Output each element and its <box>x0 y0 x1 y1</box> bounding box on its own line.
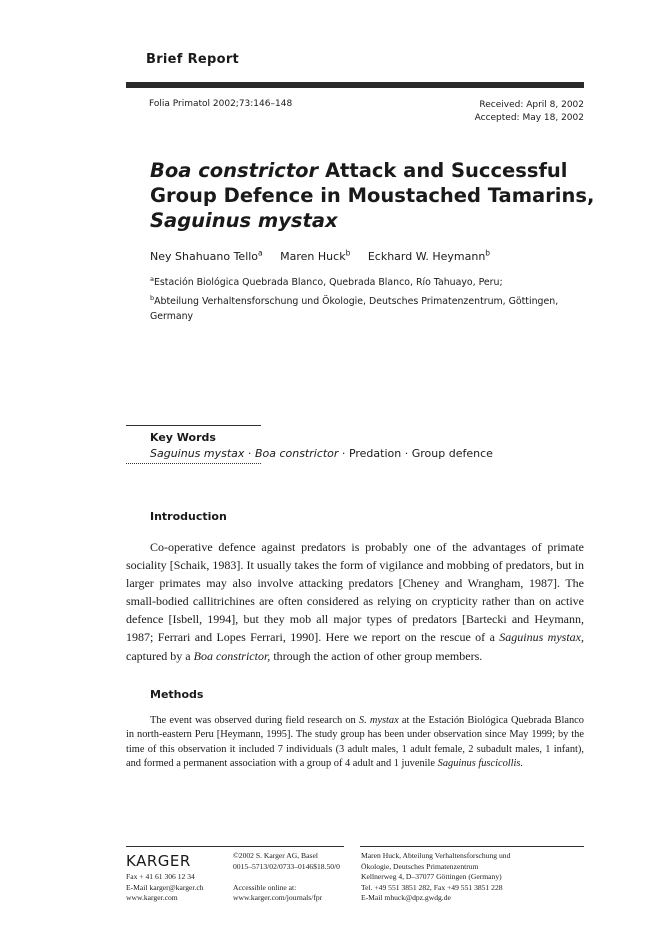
species-name: Saguinus mystax, <box>499 630 584 645</box>
methods-paragraph: The event was observed during field research on S. mystax at the Estación Biológica Quebrada Blanco in north-eastern Peru [Heymann, 1995]. The study group has been under observation since May 1999; by the time of this observation it included 7 individuals (3 adult males, 1 adult female, 2 subadult males, 1 infant), and formed a permanent association with a group of 4 adult and 1 juvenile Saguinus fuscicollis. <box>126 715 584 770</box>
footer-rule <box>126 846 344 847</box>
footer-rule <box>360 846 584 847</box>
accepted-date: Accepted: May 18, 2002 <box>474 113 584 123</box>
copyright-block <box>233 851 340 904</box>
keyword: Group defence <box>411 447 493 460</box>
author: Maren Huck$^b$ <box>280 248 351 263</box>
keyword: Predation <box>348 447 402 460</box>
introduction-heading: Introduction <box>150 510 227 523</box>
methods-heading: Methods <box>150 688 204 701</box>
title-species-2: Saguinus mystax <box>150 209 338 232</box>
keywords-rule-bottom <box>126 463 261 464</box>
publisher-logo: KARGER <box>126 852 191 870</box>
species-name: Saguinus fuscicollis. <box>437 758 524 770</box>
author: Eckhard W. Heymann$^b$ <box>367 248 491 263</box>
copyright: ©2002 S. Karger AG, Basel <box>233 851 318 860</box>
introduction-paragraph: Co-operative defence against predators is probably one of the advantages of primate sociality [Schaik, 1983]. It usually takes the form of vigilance and mobbing of predators, but in larger primates may also involve attacking predators [Cheney and Wrangham, 1987]. The small-bodied callitrichines are often considered as relying on crypticity rather than on active defence [Isbell, 1994], but they mob all major types of predators [Bartecki and Heymann, 1987; Ferrari and Lopes Ferrari, 1990]. Here we report on the rescue of a Saguinus mystax, captured by a Boa constrictor, through the action of other group members. <box>126 540 584 663</box>
author: Ney Shahuano Tello$^a$ <box>150 248 263 263</box>
title-species-1: Boa constrictor <box>150 159 319 182</box>
header-rule <box>126 82 584 88</box>
article-title <box>150 158 610 233</box>
keyword: Saguinus mystax <box>150 447 245 460</box>
correspondence-address: Maren Huck, Abteilung Verhaltensforschung und Ökologie, Deutsches Primatenzentrum Kellnerweg 4, D–37077 Göttingen (Germany) Tel. +49 551 3851 282, Fax +49 551 3851 228 E-Mail mhuck@dpz.gwdg.de <box>361 851 511 903</box>
fax: Fax + 41 61 306 12 34 <box>126 872 195 881</box>
title-main: Attack and Successful Group Defence in Moustached Tamarins, <box>150 159 595 207</box>
keywords-rule-top <box>126 425 261 426</box>
author-list <box>150 248 504 263</box>
issn: 0015–5713/02/0733–0146$18.50/0 <box>233 861 340 871</box>
journal-citation: Folia Primatol 2002;73:146–148 <box>149 99 293 109</box>
keywords-list <box>150 447 493 460</box>
keyword: Boa constrictor <box>254 447 339 460</box>
online-label: Accessible online at: <box>233 882 297 892</box>
keyword-separator: · <box>338 447 349 460</box>
publisher-contact <box>126 872 204 904</box>
keyword-separator: · <box>401 447 412 460</box>
dates-block <box>475 99 584 125</box>
publisher-web: www.karger.com <box>126 893 178 903</box>
received-date: Received: April 8, 2002 <box>479 100 584 110</box>
affiliation: $^a$Estación Biológica Quebrada Blanco, Quebrada Blanco, Río Tahuayo, Peru; <box>150 275 503 289</box>
species-name: S. mystax <box>358 715 399 726</box>
keywords-heading: Key Words <box>150 431 216 444</box>
affiliations <box>150 272 570 325</box>
affiliation: $^b$Abteilung Verhaltensforschung und Ökologie, Deutsches Primatenzentrum, Göttingen, Germany <box>150 293 559 323</box>
online-url: www.karger.com/journals/fpr <box>233 893 323 903</box>
species-name: Boa constrictor, <box>193 648 271 663</box>
section-label: Brief Report <box>146 52 240 67</box>
publisher-email: E-Mail karger@karger.ch <box>126 882 204 892</box>
keyword-separator: · <box>244 447 255 460</box>
